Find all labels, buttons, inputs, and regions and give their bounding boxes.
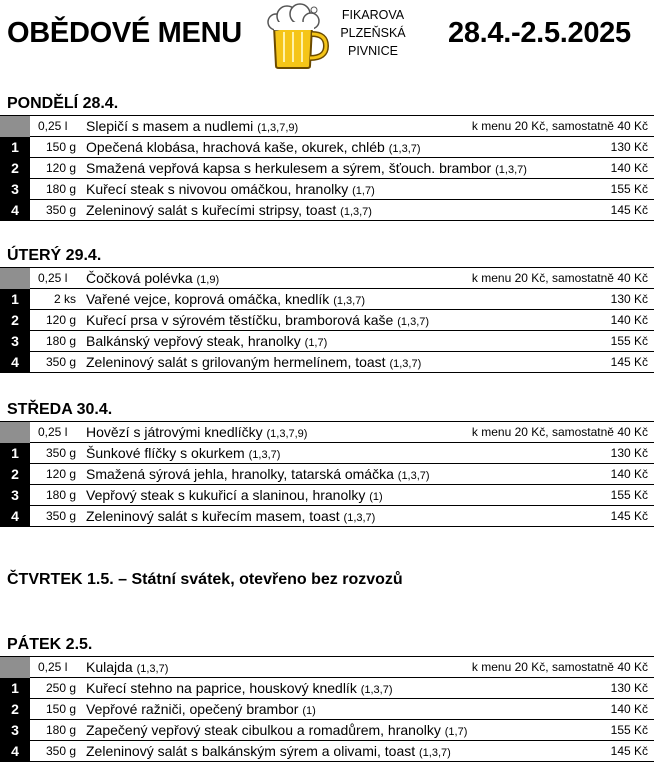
dish-name: Slepičí s masem a nudlemi xyxy=(86,118,254,134)
meal-row xyxy=(0,741,654,762)
soup-marker xyxy=(0,116,30,137)
meal-price: 130 Kč xyxy=(610,446,648,460)
meal-name xyxy=(80,701,534,717)
meal-quantity: 350 g xyxy=(45,355,76,369)
meal-price: 145 Kč xyxy=(610,744,648,758)
meal-row xyxy=(0,137,654,158)
dish-name: Zapečený vepřový steak cibulkou a romadůrem, hranolky xyxy=(86,722,441,738)
soup-marker xyxy=(0,422,30,443)
meal-quantity: 150 g xyxy=(45,702,76,716)
dish-name: Čočková polévka xyxy=(86,270,193,286)
soup-row xyxy=(0,422,654,443)
meal-quantity: 350 g xyxy=(45,744,76,758)
meal-quantity: 180 g xyxy=(45,182,76,196)
meal-name xyxy=(80,743,534,759)
day-section-tuesday xyxy=(0,245,658,373)
day-title: PONDĚLÍ 28.4. xyxy=(7,95,119,112)
meal-row xyxy=(0,200,654,221)
soup-marker xyxy=(0,657,30,678)
soup-price: k menu 20 Kč, samostatně 40 Kč xyxy=(471,660,648,674)
allergens: (1,3,7) xyxy=(360,684,393,696)
allergens: (1,3,7) xyxy=(388,143,421,155)
pub-name-line1: FIKAROVA xyxy=(341,8,405,22)
meal-quantity: 180 g xyxy=(45,488,76,502)
meal-price: 145 Kč xyxy=(610,509,648,523)
dish-name: Kuřecí stehno na paprice, houskový knedlík xyxy=(86,680,357,696)
menu-table xyxy=(0,656,654,762)
soup-row xyxy=(0,116,654,137)
pub-name-line2: PLZEŇSKÁ xyxy=(340,26,406,40)
allergens: (1,3,7,9) xyxy=(257,122,299,134)
meal-number: 2 xyxy=(0,464,30,485)
meal-name xyxy=(80,487,534,503)
soup-name xyxy=(80,424,444,440)
dish-name: Hovězí s játrovými knedlíčky xyxy=(86,424,263,440)
meal-row xyxy=(0,158,654,179)
allergens: (1) xyxy=(369,491,383,503)
meal-quantity: 2 ks xyxy=(53,292,76,306)
meal-number: 3 xyxy=(0,331,30,352)
meal-row xyxy=(0,443,654,464)
meal-price: 155 Kč xyxy=(610,334,648,348)
soup-name xyxy=(80,270,444,286)
allergens: (1,3,7) xyxy=(389,358,422,370)
meal-number: 4 xyxy=(0,200,30,221)
menu-table xyxy=(0,421,654,527)
meal-row xyxy=(0,464,654,485)
allergens: (1) xyxy=(302,705,316,717)
pub-name xyxy=(333,6,413,60)
day-title: ÚTERÝ 29.4. xyxy=(7,247,102,264)
allergens: (1,3,7,9) xyxy=(266,428,308,440)
soup-quantity: 0,25 l xyxy=(38,660,68,674)
meal-number: 4 xyxy=(0,741,30,762)
meal-number: 4 xyxy=(0,352,30,373)
meal-quantity: 350 g xyxy=(45,203,76,217)
allergens: (1,3,7) xyxy=(419,747,451,759)
meal-quantity: 350 g xyxy=(45,509,76,523)
meal-quantity: 150 g xyxy=(45,140,76,154)
meal-price: 130 Kč xyxy=(610,292,648,306)
day-title: PÁTEK 2.5. xyxy=(7,636,93,653)
meal-price: 130 Kč xyxy=(610,140,648,154)
allergens: (1,9) xyxy=(196,274,220,286)
meal-row xyxy=(0,699,654,720)
meal-name xyxy=(80,680,534,696)
menu-header xyxy=(0,0,658,80)
meal-name xyxy=(80,181,534,197)
meal-quantity: 120 g xyxy=(45,467,76,481)
day-section-monday xyxy=(0,93,658,221)
meal-number: 1 xyxy=(0,678,30,699)
dish-name: Vařené vejce, koprová omáčka, knedlík xyxy=(86,291,330,307)
meal-number: 1 xyxy=(0,137,30,158)
soup-quantity: 0,25 l xyxy=(38,271,68,285)
menu-table xyxy=(0,267,654,373)
allergens: (1,3,7) xyxy=(248,449,281,461)
allergens: (1,7) xyxy=(444,726,468,738)
meal-number: 2 xyxy=(0,310,30,331)
meal-row xyxy=(0,485,654,506)
meal-row xyxy=(0,506,654,527)
meal-name xyxy=(80,139,534,155)
dish-name: Kuřecí prsa v sýrovém těstíčku, bramborová kaše xyxy=(86,312,394,328)
meal-row xyxy=(0,289,654,310)
dish-name: Šunkové flíčky s okurkem xyxy=(86,445,245,461)
day-section-friday xyxy=(0,634,658,762)
beer-mug-icon xyxy=(262,2,330,70)
dish-name: Kulajda xyxy=(86,659,133,675)
dish-name: Zeleninový salát s grilovaným hermelínem, toast xyxy=(86,354,386,370)
dish-name: Zeleninový salát s kuřecím masem, toast xyxy=(86,508,340,524)
allergens: (1,3,7) xyxy=(495,164,527,176)
meal-name xyxy=(80,160,534,176)
meal-price: 140 Kč xyxy=(610,313,648,327)
meal-quantity: 120 g xyxy=(45,161,76,175)
meal-price: 130 Kč xyxy=(610,681,648,695)
meal-name xyxy=(80,291,534,307)
meal-number: 1 xyxy=(0,443,30,464)
allergens: (1,3,7) xyxy=(397,316,430,328)
meal-name xyxy=(80,508,534,524)
dish-name: Opečená klobása, hrachová kaše, okurek, chléb xyxy=(86,139,385,155)
allergens: (1,3,7) xyxy=(343,512,376,524)
allergens: (1,7) xyxy=(352,185,375,197)
dish-name: Smažená sýrová jehla, hranolky, tatarská omáčka xyxy=(86,466,394,482)
meal-price: 145 Kč xyxy=(610,203,648,217)
dish-name: Zeleninový salát s kuřecími stripsy, toast xyxy=(86,202,337,218)
dish-name: Kuřecí steak s nivovou omáčkou, hranolky xyxy=(86,181,349,197)
meal-price: 140 Kč xyxy=(610,467,648,481)
soup-price: k menu 20 Kč, samostatně 40 Kč xyxy=(471,271,648,285)
allergens: (1,3,7) xyxy=(340,206,372,218)
soup-name xyxy=(80,118,444,134)
meal-number: 4 xyxy=(0,506,30,527)
dish-name: Vepřové ražniči, opečený brambor xyxy=(86,701,299,717)
meal-row xyxy=(0,179,654,200)
meal-name xyxy=(80,722,534,738)
allergens: (1,3,7) xyxy=(333,295,365,307)
meal-row xyxy=(0,352,654,373)
meal-number: 3 xyxy=(0,485,30,506)
meal-number: 1 xyxy=(0,289,30,310)
meal-quantity: 180 g xyxy=(45,723,76,737)
day-section-wednesday xyxy=(0,399,658,527)
meal-quantity: 180 g xyxy=(45,334,76,348)
holiday-notice: ČTVRTEK 1.5. – Státní svátek, otevřeno bez rozvozů xyxy=(7,571,403,588)
meal-row xyxy=(0,720,654,741)
soup-price: k menu 20 Kč, samostatně 40 Kč xyxy=(471,425,648,439)
allergens: (1,7) xyxy=(304,337,328,349)
meal-name xyxy=(80,312,534,328)
soup-price: k menu 20 Kč, samostatně 40 Kč xyxy=(471,119,648,133)
meal-name xyxy=(80,354,534,370)
soup-quantity: 0,25 l xyxy=(38,425,68,439)
dish-name: Vepřový steak s kukuřicí a slaninou, hranolky xyxy=(86,487,366,503)
meal-row xyxy=(0,310,654,331)
allergens: (1,3,7) xyxy=(397,470,430,482)
meal-quantity: 250 g xyxy=(45,681,76,695)
allergens: (1,3,7) xyxy=(136,663,169,675)
meal-price: 140 Kč xyxy=(610,702,648,716)
meal-price: 140 Kč xyxy=(610,161,648,175)
soup-row xyxy=(0,268,654,289)
soup-name xyxy=(80,659,444,675)
meal-row xyxy=(0,678,654,699)
dish-name: Smažená vepřová kapsa s herkulesem a sýrem, šťouch. brambor xyxy=(86,160,492,176)
menu-date-range: 28.4.-2.5.2025 xyxy=(448,17,631,49)
soup-quantity: 0,25 l xyxy=(38,119,68,133)
menu-title: OBĚDOVÉ MENU xyxy=(7,17,242,49)
meal-number: 2 xyxy=(0,158,30,179)
meal-quantity: 350 g xyxy=(45,446,76,460)
menu-table xyxy=(0,115,654,221)
dish-name: Balkánský vepřový steak, hranolky xyxy=(86,333,301,349)
day-title: STŘEDA 30.4. xyxy=(7,401,113,418)
meal-name xyxy=(80,445,534,461)
soup-row xyxy=(0,657,654,678)
meal-price: 145 Kč xyxy=(610,355,648,369)
meal-quantity: 120 g xyxy=(45,313,76,327)
soup-marker xyxy=(0,268,30,289)
meal-price: 155 Kč xyxy=(610,182,648,196)
meal-price: 155 Kč xyxy=(610,488,648,502)
pub-name-line3: PIVNICE xyxy=(347,44,398,58)
meal-name xyxy=(80,333,534,349)
meal-number: 2 xyxy=(0,699,30,720)
dish-name: Zeleninový salát s balkánským sýrem a olivami, toast xyxy=(86,743,416,759)
meal-name xyxy=(80,202,534,218)
meal-price: 155 Kč xyxy=(610,723,648,737)
meal-name xyxy=(80,466,534,482)
meal-row xyxy=(0,331,654,352)
meal-number: 3 xyxy=(0,720,30,741)
meal-number: 3 xyxy=(0,179,30,200)
